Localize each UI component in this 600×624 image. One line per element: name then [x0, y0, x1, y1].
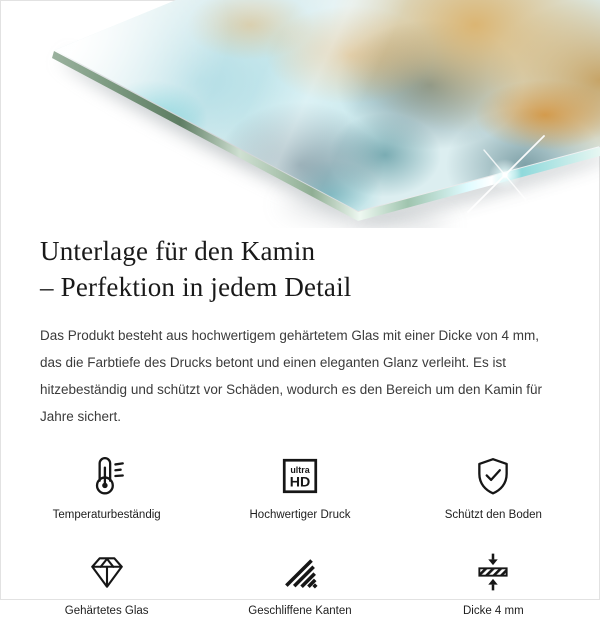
thickness-arrows-icon [472, 548, 514, 596]
feature-tempered-glass [10, 548, 203, 624]
product-description-text: Das Produkt besteht aus hochwertigem gehärtetem Glas mit einer Dicke von 4 mm, das die Farbtiefe des Drucks betont und einen eleganten Glanz verleiht. Es ist hitzebeständig und schützt vor Schäden, wodurch es den Bereich um den Kamin für Jahre sichert. [40, 327, 543, 424]
page-title-line2: – Perfektion in jedem Detail [40, 271, 352, 302]
feature-floor-protection [397, 452, 590, 528]
feature-label: Hochwertiger Druck [249, 508, 351, 521]
feature-thickness [397, 548, 590, 624]
feature-label: Schützt den Boden [444, 508, 542, 521]
thermometer-icon [86, 452, 128, 500]
feature-temperature [10, 452, 203, 528]
feature-label: Temperaturbeständig [52, 508, 161, 521]
product-description-section [0, 228, 600, 430]
feature-grid [0, 452, 600, 624]
shield-check-icon [472, 452, 514, 500]
product-hero-image [0, 0, 600, 228]
feature-print-quality [203, 452, 396, 528]
polished-edges-icon [279, 548, 321, 596]
feature-label: Gehärtetes Glas [64, 604, 149, 617]
feature-label: Geschliffene Kanten [248, 604, 352, 617]
feature-polished-edges [203, 548, 396, 624]
sparkle-glint-icon [460, 130, 550, 220]
ultra-hd-icon-text-bottom: HD [289, 474, 311, 491]
page-title [40, 234, 560, 306]
ultra-hd-icon [279, 452, 321, 500]
ultra-hd-icon-text-top: ultra [290, 464, 310, 475]
page-title-line1: Unterlage für den Kamin [40, 236, 316, 266]
diamond-icon [86, 548, 128, 596]
feature-label: Dicke 4 mm [462, 604, 524, 617]
